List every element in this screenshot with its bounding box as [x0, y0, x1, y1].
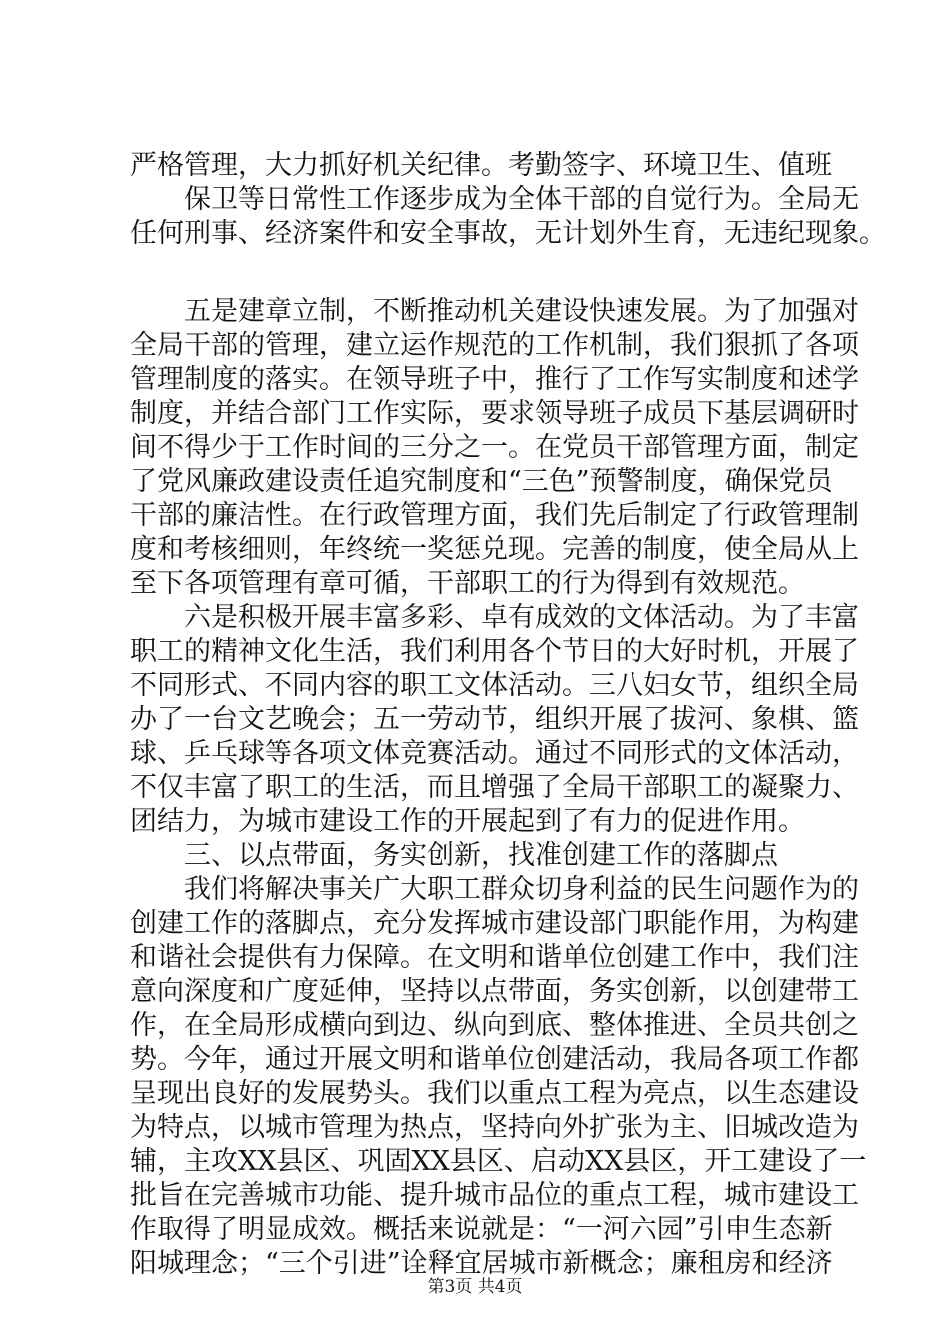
text-line: 不仅丰富了职工的生活，而且增强了全局干部职工的凝聚力、 [130, 772, 859, 803]
text-line: 度和考核细则，年终统一奖惩兑现。完善的制度，使全局从上 [130, 534, 859, 565]
text-line: 球、乒乓球等各项文体竞赛活动。通过不同形式的文体活动， [130, 738, 859, 769]
text-line: 制度，并结合部门工作实际，要求领导班子成员下基层调研时 [130, 398, 859, 429]
text-line: 和谐社会提供有力保障。在文明和谐单位创建工作中，我们注 [130, 942, 859, 973]
text-line: 职工的精神文化生活，我们利用各个节日的大好时机，开展了 [130, 636, 859, 667]
paragraph-first-line: 我们将解决事关广大职工群众切身利益的民生问题作为的 [184, 874, 859, 905]
text-line: 干部的廉洁性。在行政管理方面，我们先后制定了行政管理制 [130, 500, 859, 531]
text-line: 不同形式、不同内容的职工文体活动。三八妇女节，组织全局 [130, 670, 859, 701]
text-line: 任何刑事、经济案件和安全事故，无计划外生育，无违纪现象。 [130, 218, 886, 249]
text-line: 作取得了明显成效。概括来说就是：“一河六园”引申生态新 [130, 1214, 833, 1245]
text-line: 为特点，以城市管理为热点，坚持向外扩张为主、旧城改造为 [130, 1112, 859, 1143]
text-line: 势。今年，通过开展文明和谐单位创建活动，我局各项工作都 [130, 1044, 859, 1075]
paragraph-5-first-line: 五是建章立制，不断推动机关建设快速发展。为了加强对 [184, 296, 859, 327]
text-line: 全局干部的管理，建立运作规范的工作机制，我们狠抓了各项 [130, 330, 859, 361]
text-line: 严格管理，大力抓好机关纪律。考勤签字、环境卫生、值班 [130, 150, 832, 181]
text-line: 作，在全局形成横向到边、纵向到底、整体推进、全员共创之 [130, 1010, 859, 1041]
text-line: 阳城理念；“三个引进”诠释宜居城市新概念；廉租房和经济 [130, 1248, 833, 1279]
text-line: 批旨在完善城市功能、提升城市品位的重点工程，城市建设工 [130, 1180, 859, 1211]
text-line: 保卫等日常性工作逐步成为全体干部的自觉行为。全局无 [184, 184, 859, 215]
text-line: 创建工作的落脚点，充分发挥城市建设部门职能作用，为构建 [130, 908, 859, 939]
text-line: 团结力，为城市建设工作的开展起到了有力的促进作用。 [130, 806, 805, 837]
text-line: 间不得少于工作时间的三分之一。在党员干部管理方面，制定 [130, 432, 859, 463]
text-line: 办了一台文艺晚会；五一劳动节，组织开展了拔河、象棋、篮 [130, 704, 859, 735]
paragraph-6-first-line: 六是积极开展丰富多彩、卓有成效的文体活动。为了丰富 [184, 602, 859, 633]
page-footer: 第3页 共4页 [427, 1277, 523, 1297]
section-heading: 三、以点带面，务实创新，找准创建工作的落脚点 [184, 840, 778, 871]
text-line: 辅，主攻XX县区、巩固XX县区、启动XX县区，开工建设了一 [130, 1146, 867, 1177]
text-line: 至下各项管理有章可循，干部职工的行为得到有效规范。 [130, 568, 805, 599]
text-line: 呈现出良好的发展势头。我们以重点工程为亮点，以生态建设 [130, 1078, 859, 1109]
text-line: 了党风廉政建设责任追究制度和“三色”预警制度，确保党员 [130, 466, 833, 497]
text-line: 意向深度和广度延伸，坚持以点带面，务实创新，以创建带工 [130, 976, 859, 1007]
text-line: 管理制度的落实。在领导班子中，推行了工作写实制度和述学 [130, 364, 859, 395]
